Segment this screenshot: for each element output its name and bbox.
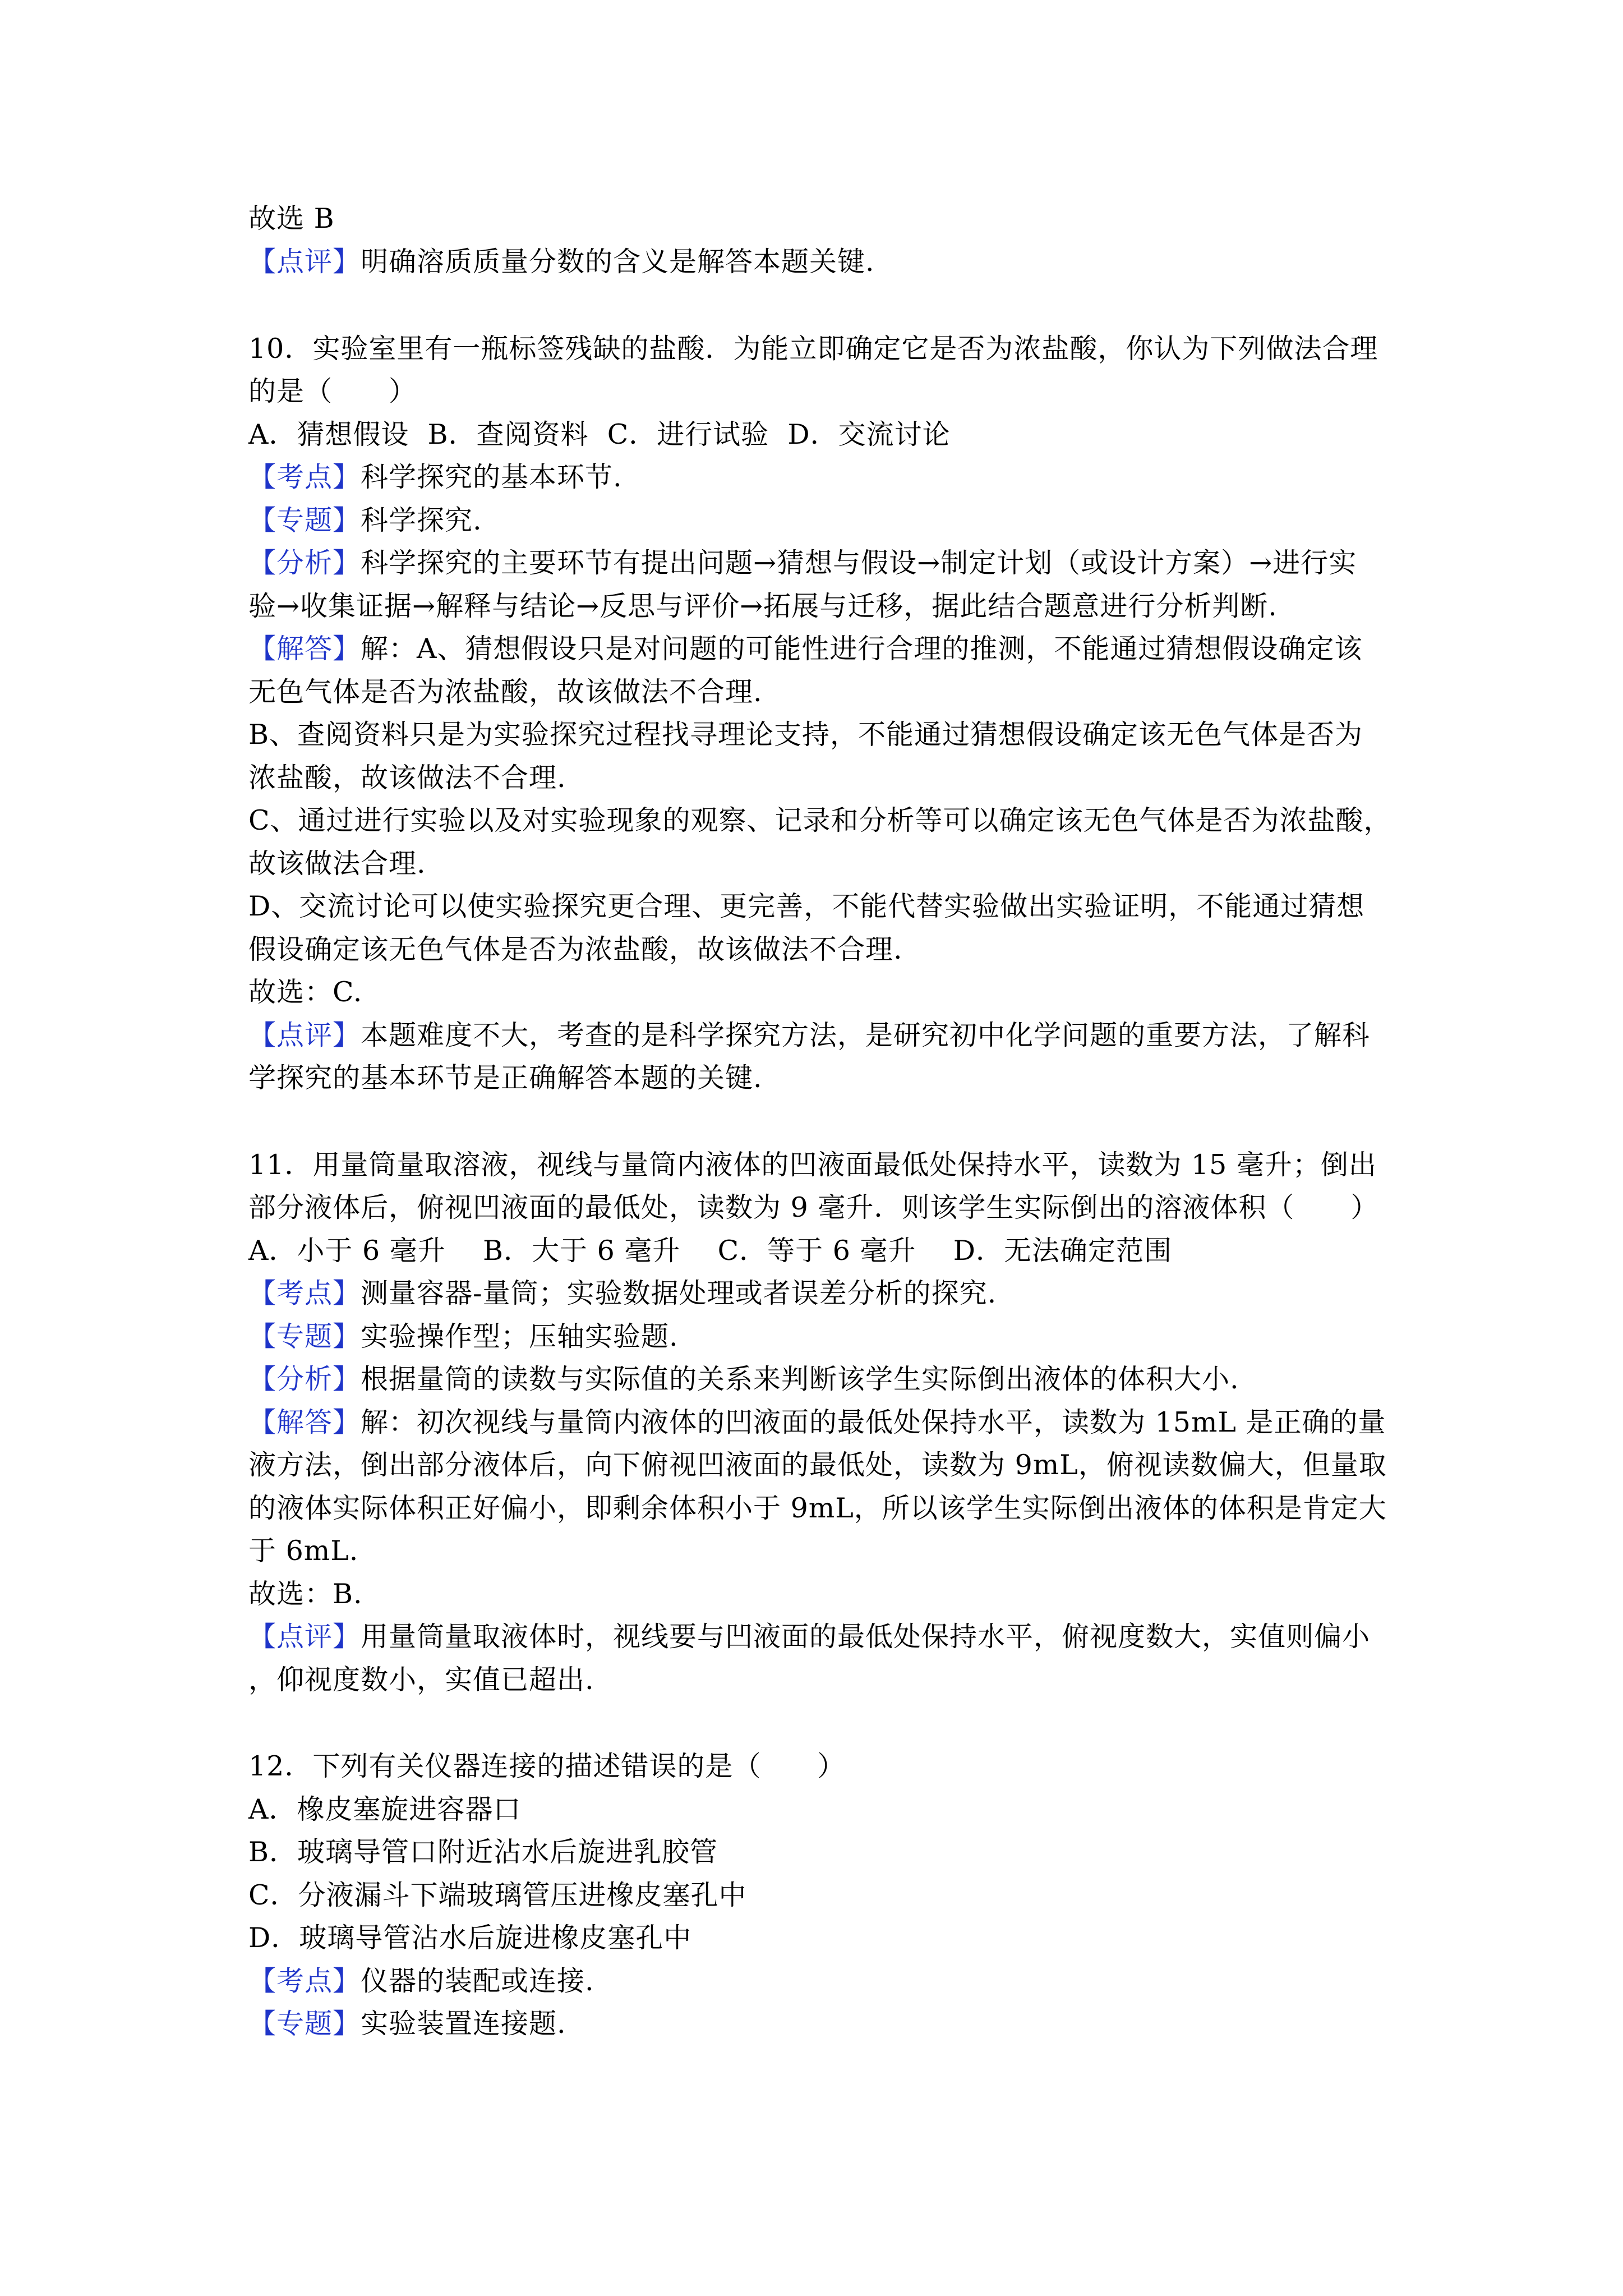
section-tag: 【考点】: [248, 1277, 361, 1309]
line-text: 于 6mL.: [248, 1535, 359, 1567]
line-text: 故该做法合理.: [248, 848, 426, 880]
line-text: A．小于 6 毫升 B．大于 6 毫升 C．等于 6 毫升 D．无法确定范围: [248, 1235, 1173, 1267]
line-text: 故选：C.: [248, 976, 363, 1008]
text-line: [248, 847, 426, 881]
line-text: B．玻璃导管口附近沾水后旋进乳胶管: [248, 1836, 718, 1868]
line-text: 液方法，倒出部分液体后，向下俯视凹液面的最低处，读数为 9mL，俯视读数偏大，但量取: [248, 1449, 1387, 1481]
line-text: 无色气体是否为浓盐酸，故该做法不合理.: [248, 676, 763, 708]
text-line: [248, 590, 1278, 623]
text-line: [248, 1363, 1239, 1396]
line-text: 科学探究的基本环节.: [361, 461, 623, 493]
section-tag: 【解答】: [248, 633, 361, 665]
question-11-stem: [248, 1148, 1377, 1182]
section-tag: 【专题】: [248, 504, 361, 536]
line-text: 仪器的装配或连接.: [361, 1965, 594, 1997]
text-line: [248, 1191, 1378, 1225]
option-line: [248, 1921, 691, 1955]
text-line: [248, 2007, 566, 2041]
option-line: [248, 1879, 747, 1912]
line-text: 明确溶质质量分数的含义是解答本题关键.: [361, 246, 875, 278]
text-line: [248, 1448, 1387, 1482]
text-line: [248, 1061, 763, 1095]
text-line: [248, 1663, 594, 1697]
text-line: [248, 375, 417, 408]
text-line: [248, 976, 362, 1009]
line-text: 科学探究的主要环节有提出问题→猜想与假设→制定计划（或设计方案）→进行实: [361, 547, 1357, 579]
text-line: [248, 504, 482, 537]
text-line: [248, 1534, 358, 1568]
section-tag: 【解答】: [248, 1406, 361, 1438]
line-text: 解：初次视线与量筒内液体的凹液面的最低处保持水平，读数为 15mL 是正确的量: [361, 1406, 1386, 1438]
text-line: [248, 1620, 1370, 1654]
text-line: [248, 1277, 997, 1310]
line-text: 12．下列有关仪器连接的描述错误的是（ ）: [248, 1750, 846, 1782]
line-text: 实验操作型；压轴实验题.: [361, 1320, 679, 1352]
section-tag: 【分析】: [248, 1363, 361, 1395]
question-11-options: [248, 1234, 1172, 1268]
section-tag: 【点评】: [248, 1019, 361, 1051]
line-text: 浓盐酸，故该做法不合理.: [248, 762, 566, 794]
option-line: [248, 1835, 718, 1869]
line-text: 的是（ ）: [248, 375, 417, 407]
text-line: [248, 890, 1364, 923]
section-tag: 【专题】: [248, 2008, 361, 2040]
line-text: 部分液体后，俯视凹液面的最低处，读数为 9 毫升．则该学生实际倒出的溶液体积（ ）: [248, 1191, 1379, 1223]
line-text: B、查阅资料只是为实验探究过程找寻理论支持，不能通过猜想假设确定该无色气体是否为: [248, 719, 1363, 751]
text-line: [248, 933, 903, 967]
text-line: [248, 1492, 1387, 1525]
option-line: [248, 1793, 521, 1826]
line-text: 故选 B: [248, 203, 335, 234]
text-line: [248, 632, 1362, 666]
text-line: [248, 718, 1363, 752]
line-text: 学探究的基本环节是正确解答本题的关键.: [248, 1062, 763, 1094]
line-text: ，仰视度数小，实值已超出.: [248, 1664, 594, 1696]
text-line: [248, 1577, 363, 1611]
line-text: 故选：B.: [248, 1578, 363, 1610]
line-text: 科学探究.: [361, 504, 482, 536]
text-line: [248, 546, 1357, 580]
question-10-options: [248, 418, 951, 452]
line-text: 的液体实际体积正好偏小，即剩余体积小于 9mL，所以该学生实际倒出液体的体积是肯定大: [248, 1492, 1387, 1524]
line-text: D、交流讨论可以使实验探究更合理、更完善，不能代替实验做出实验证明，不能通过猜想: [248, 890, 1365, 922]
text-line: [248, 1406, 1386, 1439]
line-text: 10．实验室里有一瓶标签残缺的盐酸．为能立即确定它是否为浓盐酸，你认为下列做法合理: [248, 333, 1378, 365]
text-line: [248, 675, 763, 709]
line-text: 验→收集证据→解释与结论→反思与评价→拓展与迁移，据此结合题意进行分析判断.: [248, 590, 1278, 622]
line-text: 11．用量筒量取溶液，视线与量筒内液体的凹液面最低处保持水平，读数为 15 毫升；倒出: [248, 1149, 1377, 1181]
line-text: 实验装置连接题.: [361, 2008, 566, 2040]
text-line: [248, 804, 1392, 838]
text-line: [248, 761, 566, 795]
text-line: [248, 1320, 679, 1354]
text-line: [248, 245, 875, 279]
section-tag: 【点评】: [248, 1621, 361, 1653]
line-text: 本题难度不大，考查的是科学探究方法，是研究初中化学问题的重要方法，了解科: [361, 1019, 1371, 1051]
line-text: C．分液漏斗下端玻璃管压进橡皮塞孔中: [248, 1879, 747, 1911]
line-text: 用量筒量取液体时，视线要与凹液面的最低处保持水平，俯视度数大，实值则偏小: [361, 1621, 1371, 1653]
line-text: A．猜想假设 B．查阅资料 C．进行试验 D．交流讨论: [248, 418, 951, 450]
line-text: C、通过进行实验以及对实验现象的观察、记录和分析等可以确定该无色气体是否为浓盐酸，: [248, 804, 1392, 836]
line-text: 解：A、猜想假设只是对问题的可能性进行合理的推测，不能通过猜想假设确定该: [361, 633, 1363, 665]
text-line: [248, 1019, 1370, 1052]
question-10-stem: [248, 332, 1378, 366]
line-text: 假设确定该无色气体是否为浓盐酸，故该做法不合理.: [248, 933, 903, 965]
text-line: [248, 202, 335, 236]
section-tag: 【专题】: [248, 1320, 361, 1352]
line-text: D．玻璃导管沾水后旋进橡皮塞孔中: [248, 1922, 692, 1954]
section-tag: 【考点】: [248, 461, 361, 493]
text-line: [248, 1964, 594, 1998]
question-12-stem: [248, 1750, 845, 1783]
section-tag: 【点评】: [248, 246, 361, 278]
section-tag: 【分析】: [248, 547, 361, 579]
line-text: 根据量筒的读数与实际值的关系来判断该学生实际倒出液体的体积大小.: [361, 1363, 1239, 1395]
line-text: 测量容器-量筒；实验数据处理或者误差分析的探究.: [361, 1277, 997, 1309]
line-text: A．橡皮塞旋进容器口: [248, 1793, 522, 1825]
text-line: [248, 461, 623, 494]
section-tag: 【考点】: [248, 1965, 361, 1997]
